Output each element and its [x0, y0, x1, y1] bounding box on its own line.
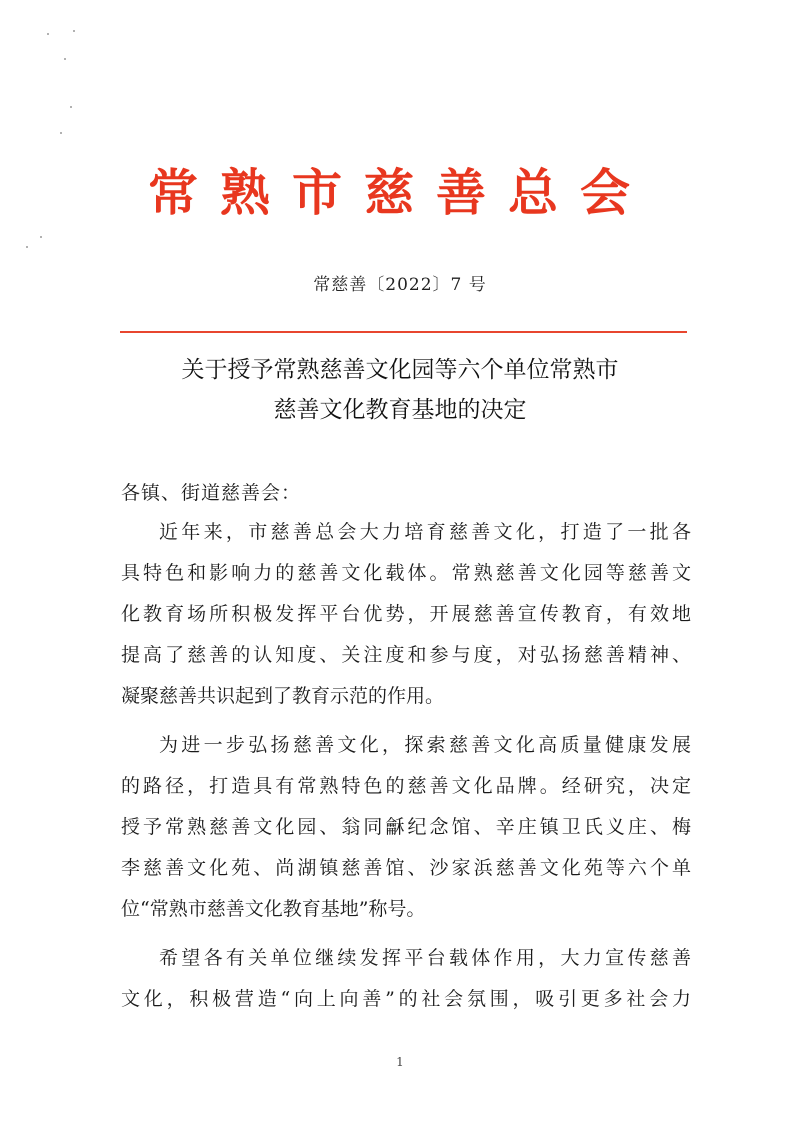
- title-line: 关于授予常熟慈善文化园等六个单位常熟市: [181, 357, 619, 383]
- scan-speck: [47, 33, 49, 35]
- paragraph-2-line: 授予常熟慈善文化园、翁同龢纪念馆、辛庄镇卫氏义庄、梅: [121, 816, 691, 838]
- scan-speck: [64, 58, 66, 60]
- paragraph-1-line: 近年来，市慈善总会大力培育慈善文化，打造了一批各: [159, 521, 691, 543]
- scan-speck: [73, 30, 75, 32]
- scan-speck: [60, 132, 62, 134]
- scan-speck: [40, 236, 42, 238]
- document-title: [100, 350, 700, 430]
- letterhead-organization: 常熟市慈善总会: [148, 163, 652, 222]
- paragraph-1-line: 具特色和影响力的慈善文化载体。常熟慈善文化园等慈善文: [121, 562, 691, 584]
- paragraph-2-line: 位“常熟市慈善文化教育基地”称号。: [121, 898, 426, 920]
- title-line: 慈善文化教育基地的决定: [273, 397, 527, 423]
- paragraph-1-line: 凝聚慈善共识起到了教育示范的作用。: [121, 685, 445, 707]
- scan-speck: [26, 246, 28, 248]
- paragraph-2-line: 为进一步弘扬慈善文化，探索慈善文化高质量健康发展: [159, 734, 691, 756]
- letterhead-divider: [120, 331, 687, 333]
- paragraph-1-line: 提高了慈善的认知度、关注度和参与度，对弘扬慈善精神、: [121, 644, 691, 666]
- page-number: 1: [396, 1055, 404, 1069]
- salutation: 各镇、街道慈善会：: [121, 482, 302, 504]
- paragraph-3-line: 文化，积极营造“向上向善”的社会氛围，吸引更多社会力: [121, 988, 691, 1010]
- paragraph-1-line: 化教育场所积极发挥平台优势，开展慈善宣传教育，有效地: [121, 603, 691, 625]
- body-text: [121, 512, 691, 1020]
- document-number: 常慈善〔2022〕7 号: [313, 275, 487, 295]
- paragraph-2-line: 的路径，打造具有常熟特色的慈善文化品牌。经研究，决定: [121, 775, 691, 797]
- scan-speck: [70, 106, 72, 108]
- paragraph-3-line: 希望各有关单位继续发挥平台载体作用，大力宣传慈善: [159, 947, 691, 969]
- paragraph-2-line: 李慈善文化苑、尚湖镇慈善馆、沙家浜慈善文化苑等六个单: [121, 857, 691, 879]
